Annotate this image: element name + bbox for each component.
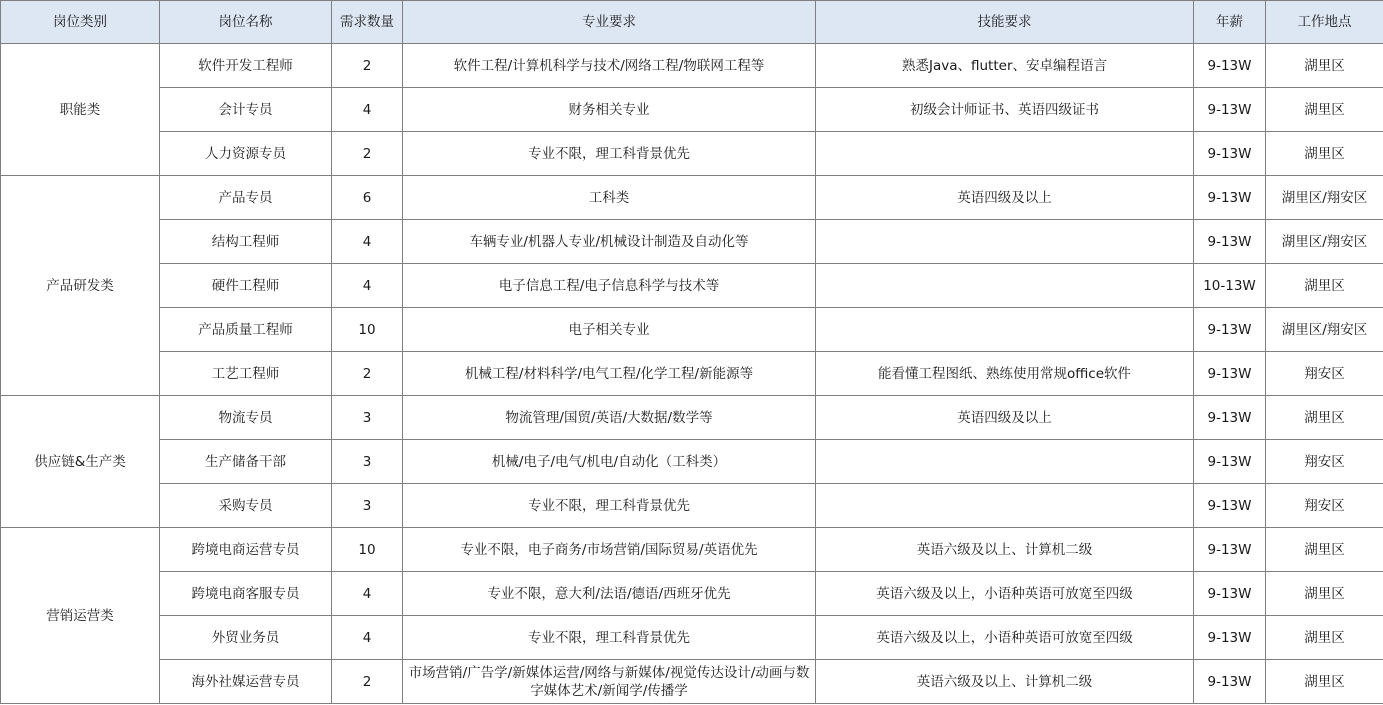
header-category: 岗位类别 (1, 1, 160, 44)
position-cell: 产品专员 (160, 176, 332, 220)
header-salary: 年薪 (1194, 1, 1266, 44)
header-position: 岗位名称 (160, 1, 332, 44)
major-cell: 专业不限，电子商务/市场营销/国际贸易/英语优先 (403, 528, 816, 572)
salary-cell: 9-13W (1194, 396, 1266, 440)
table-row (1, 176, 1383, 220)
skill-cell: 英语六级及以上，小语种英语可放宽至四级 (816, 616, 1194, 660)
skill-cell (816, 220, 1194, 264)
salary-cell: 9-13W (1194, 88, 1266, 132)
count-cell: 4 (332, 572, 403, 616)
header-count: 需求数量 (332, 1, 403, 44)
table-row (1, 132, 1383, 176)
count-cell: 3 (332, 484, 403, 528)
major-cell: 市场营销/广告学/新媒体运营/网络与新媒体/视觉传达设计/动画与数字媒体艺术/新闻学/传播学 (403, 660, 816, 704)
count-cell: 10 (332, 308, 403, 352)
salary-cell: 9-13W (1194, 484, 1266, 528)
table-row (1, 88, 1383, 132)
category-cell: 职能类 (1, 44, 160, 176)
salary-cell: 9-13W (1194, 44, 1266, 88)
location-cell: 翔安区 (1266, 352, 1383, 396)
skill-cell (816, 440, 1194, 484)
major-cell: 软件工程/计算机科学与技术/网络工程/物联网工程等 (403, 44, 816, 88)
category-cell: 营销运营类 (1, 528, 160, 704)
salary-cell: 10-13W (1194, 264, 1266, 308)
skill-cell (816, 484, 1194, 528)
count-cell: 2 (332, 44, 403, 88)
position-cell: 生产储备干部 (160, 440, 332, 484)
salary-cell: 9-13W (1194, 528, 1266, 572)
table-row (1, 660, 1383, 704)
category-cell: 产品研发类 (1, 176, 160, 396)
table-row (1, 220, 1383, 264)
major-cell: 物流管理/国贸/英语/大数据/数学等 (403, 396, 816, 440)
salary-cell: 9-13W (1194, 352, 1266, 396)
major-cell: 车辆专业/机器人专业/机械设计制造及自动化等 (403, 220, 816, 264)
skill-cell: 英语六级及以上、计算机二级 (816, 660, 1194, 704)
position-cell: 结构工程师 (160, 220, 332, 264)
location-cell: 湖里区/翔安区 (1266, 308, 1383, 352)
count-cell: 4 (332, 88, 403, 132)
salary-cell: 9-13W (1194, 176, 1266, 220)
count-cell: 2 (332, 660, 403, 704)
salary-cell: 9-13W (1194, 220, 1266, 264)
location-cell: 湖里区/翔安区 (1266, 176, 1383, 220)
location-cell: 湖里区 (1266, 132, 1383, 176)
count-cell: 6 (332, 176, 403, 220)
location-cell: 湖里区 (1266, 44, 1383, 88)
skill-cell: 英语六级及以上，小语种英语可放宽至四级 (816, 572, 1194, 616)
position-cell: 物流专员 (160, 396, 332, 440)
header-skill: 技能要求 (816, 1, 1194, 44)
location-cell: 湖里区 (1266, 264, 1383, 308)
salary-cell: 9-13W (1194, 660, 1266, 704)
skill-cell (816, 264, 1194, 308)
location-cell: 湖里区 (1266, 396, 1383, 440)
location-cell: 湖里区 (1266, 660, 1383, 704)
major-cell: 机械工程/材料科学/电气工程/化学工程/新能源等 (403, 352, 816, 396)
major-cell: 专业不限，理工科背景优先 (403, 484, 816, 528)
skill-cell: 英语四级及以上 (816, 176, 1194, 220)
header-row (1, 1, 1383, 44)
salary-cell: 9-13W (1194, 132, 1266, 176)
position-cell: 海外社媒运营专员 (160, 660, 332, 704)
salary-cell: 9-13W (1194, 572, 1266, 616)
header-location: 工作地点 (1266, 1, 1383, 44)
location-cell: 湖里区 (1266, 572, 1383, 616)
major-cell: 电子相关专业 (403, 308, 816, 352)
major-cell: 财务相关专业 (403, 88, 816, 132)
location-cell: 翔安区 (1266, 484, 1383, 528)
major-cell: 专业不限，理工科背景优先 (403, 616, 816, 660)
major-cell: 专业不限，理工科背景优先 (403, 132, 816, 176)
position-cell: 软件开发工程师 (160, 44, 332, 88)
position-cell: 跨境电商运营专员 (160, 528, 332, 572)
table-row (1, 308, 1383, 352)
skill-cell: 能看懂工程图纸、熟练使用常规office软件 (816, 352, 1194, 396)
position-cell: 外贸业务员 (160, 616, 332, 660)
location-cell: 湖里区 (1266, 528, 1383, 572)
position-cell: 跨境电商客服专员 (160, 572, 332, 616)
position-cell: 会计专员 (160, 88, 332, 132)
header-major: 专业要求 (403, 1, 816, 44)
skill-cell: 熟悉Java、flutter、安卓编程语言 (816, 44, 1194, 88)
category-cell: 供应链&生产类 (1, 396, 160, 528)
table-row (1, 440, 1383, 484)
count-cell: 4 (332, 220, 403, 264)
position-cell: 工艺工程师 (160, 352, 332, 396)
count-cell: 3 (332, 396, 403, 440)
skill-cell: 英语四级及以上 (816, 396, 1194, 440)
location-cell: 湖里区 (1266, 616, 1383, 660)
table-row (1, 352, 1383, 396)
count-cell: 3 (332, 440, 403, 484)
table-row (1, 528, 1383, 572)
location-cell: 翔安区 (1266, 440, 1383, 484)
count-cell: 2 (332, 132, 403, 176)
salary-cell: 9-13W (1194, 440, 1266, 484)
count-cell: 4 (332, 616, 403, 660)
skill-cell (816, 308, 1194, 352)
skill-cell (816, 132, 1194, 176)
salary-cell: 9-13W (1194, 308, 1266, 352)
location-cell: 湖里区 (1266, 88, 1383, 132)
table-row (1, 572, 1383, 616)
location-cell: 湖里区/翔安区 (1266, 220, 1383, 264)
position-cell: 采购专员 (160, 484, 332, 528)
major-cell: 机械/电子/电气/机电/自动化（工科类） (403, 440, 816, 484)
major-cell: 专业不限，意大利/法语/德语/西班牙优先 (403, 572, 816, 616)
position-cell: 人力资源专员 (160, 132, 332, 176)
table-row (1, 396, 1383, 440)
count-cell: 2 (332, 352, 403, 396)
table-row (1, 484, 1383, 528)
table-row (1, 44, 1383, 88)
position-cell: 产品质量工程师 (160, 308, 332, 352)
table-row (1, 616, 1383, 660)
count-cell: 4 (332, 264, 403, 308)
count-cell: 10 (332, 528, 403, 572)
table-row (1, 264, 1383, 308)
skill-cell: 初级会计师证书、英语四级证书 (816, 88, 1194, 132)
skill-cell: 英语六级及以上、计算机二级 (816, 528, 1194, 572)
major-cell: 电子信息工程/电子信息科学与技术等 (403, 264, 816, 308)
position-cell: 硬件工程师 (160, 264, 332, 308)
salary-cell: 9-13W (1194, 616, 1266, 660)
major-cell: 工科类 (403, 176, 816, 220)
